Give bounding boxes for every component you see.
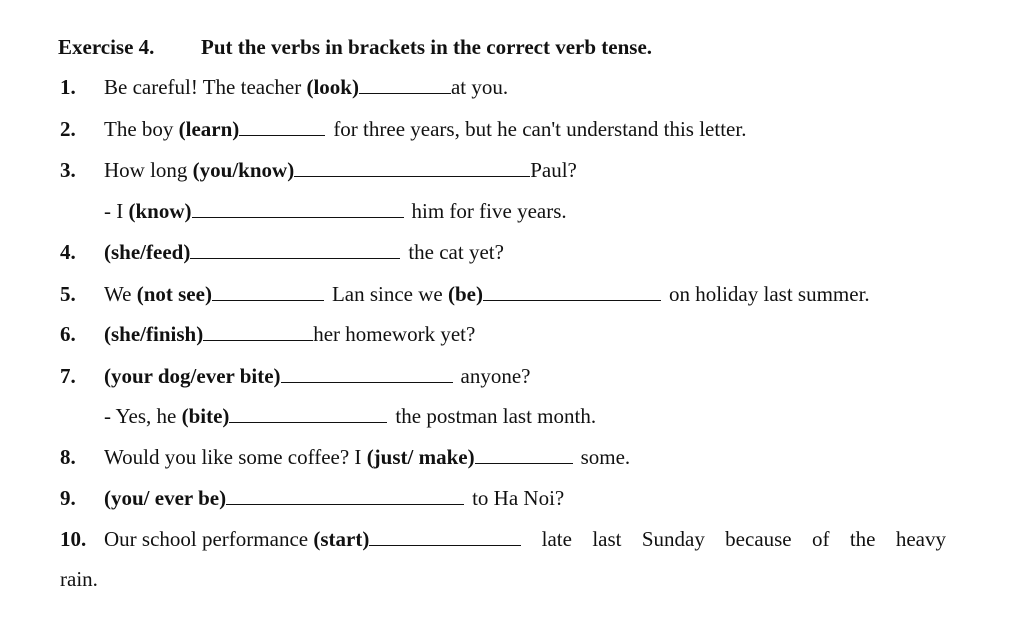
word: last — [592, 527, 622, 551]
question-text: Our school performance — [104, 527, 314, 551]
verb-cue: (just/ make) — [366, 445, 475, 469]
question-number: 3. — [60, 158, 76, 182]
question-text-end: on holiday last summer. — [669, 282, 870, 306]
verb-cue: (she/finish) — [104, 322, 204, 346]
question-text-end: rain. — [60, 567, 98, 591]
question-number: 6. — [60, 322, 76, 346]
question-10-line — [104, 526, 946, 552]
question-number: 1. — [60, 75, 76, 99]
word: Sunday — [641, 527, 705, 551]
question-text-end: some. — [580, 445, 631, 469]
answer-blank[interactable] — [475, 445, 573, 464]
question-text: We — [104, 282, 137, 306]
answer-blank[interactable] — [226, 486, 464, 505]
exercise-label: Exercise 4. — [58, 35, 155, 59]
verb-cue: (you/know) — [192, 158, 295, 182]
verb-cue: (bite) — [181, 404, 230, 428]
question-number: 10. — [60, 527, 87, 551]
question-number: 8. — [60, 445, 76, 469]
answer-blank[interactable] — [212, 282, 324, 301]
answer-blank[interactable] — [294, 158, 530, 177]
word: of — [811, 527, 830, 551]
question-text-end: the postman last month. — [395, 404, 597, 428]
question-text: Be careful! The teacher — [104, 75, 307, 99]
word: late — [541, 527, 572, 551]
question-10-continuation — [60, 566, 98, 592]
question-text: Would you like some coffee? I — [104, 445, 367, 469]
question-number: 2. — [60, 117, 76, 141]
question-text-end: him for five years. — [411, 199, 567, 223]
question-text-end: anyone? — [460, 364, 531, 388]
question-text-end: Paul? — [530, 158, 577, 182]
answer-blank[interactable] — [359, 75, 451, 94]
answer-blank-2[interactable] — [483, 282, 661, 301]
exercise-title — [58, 34, 652, 60]
question-text: - I — [104, 199, 129, 223]
question-text-end: for three years, but he can't understand this letter. — [333, 117, 747, 141]
answer-blank[interactable] — [190, 240, 400, 259]
verb-cue: (your dog/ever bite) — [104, 364, 281, 388]
question-text-mid: Lan since we — [331, 282, 448, 306]
question-number: 9. — [60, 486, 76, 510]
answer-blank[interactable] — [281, 364, 453, 383]
question-text-end: to Ha Noi? — [472, 486, 565, 510]
question-text-end: her homework yet? — [313, 322, 476, 346]
verb-cue-2: (be) — [448, 282, 483, 306]
verb-cue: (she/feed) — [104, 240, 191, 264]
answer-blank[interactable] — [229, 404, 387, 423]
question-number: 4. — [60, 240, 76, 264]
question-text: How long — [104, 158, 193, 182]
word: the — [849, 527, 876, 551]
word: because — [725, 527, 792, 551]
verb-cue: (look) — [306, 75, 359, 99]
verb-cue: (start) — [313, 527, 370, 551]
verb-cue: (learn) — [178, 117, 240, 141]
verb-cue: (you/ ever be) — [104, 486, 227, 510]
question-text: The boy — [104, 117, 179, 141]
exercise-instruction: Put the verbs in brackets in the correct verb tense. — [201, 35, 653, 59]
verb-cue: (not see) — [136, 282, 212, 306]
verb-cue: (know) — [128, 199, 192, 223]
question-text-end: the cat yet? — [408, 240, 504, 264]
answer-blank[interactable] — [192, 199, 404, 218]
question-number: 5. — [60, 282, 76, 306]
question-number: 7. — [60, 364, 76, 388]
answer-blank[interactable] — [239, 117, 325, 136]
word: heavy — [895, 527, 946, 551]
question-text: - Yes, he — [104, 404, 182, 428]
answer-blank[interactable] — [203, 322, 313, 341]
question-text-end: at you. — [450, 75, 509, 99]
answer-blank[interactable] — [369, 527, 521, 546]
